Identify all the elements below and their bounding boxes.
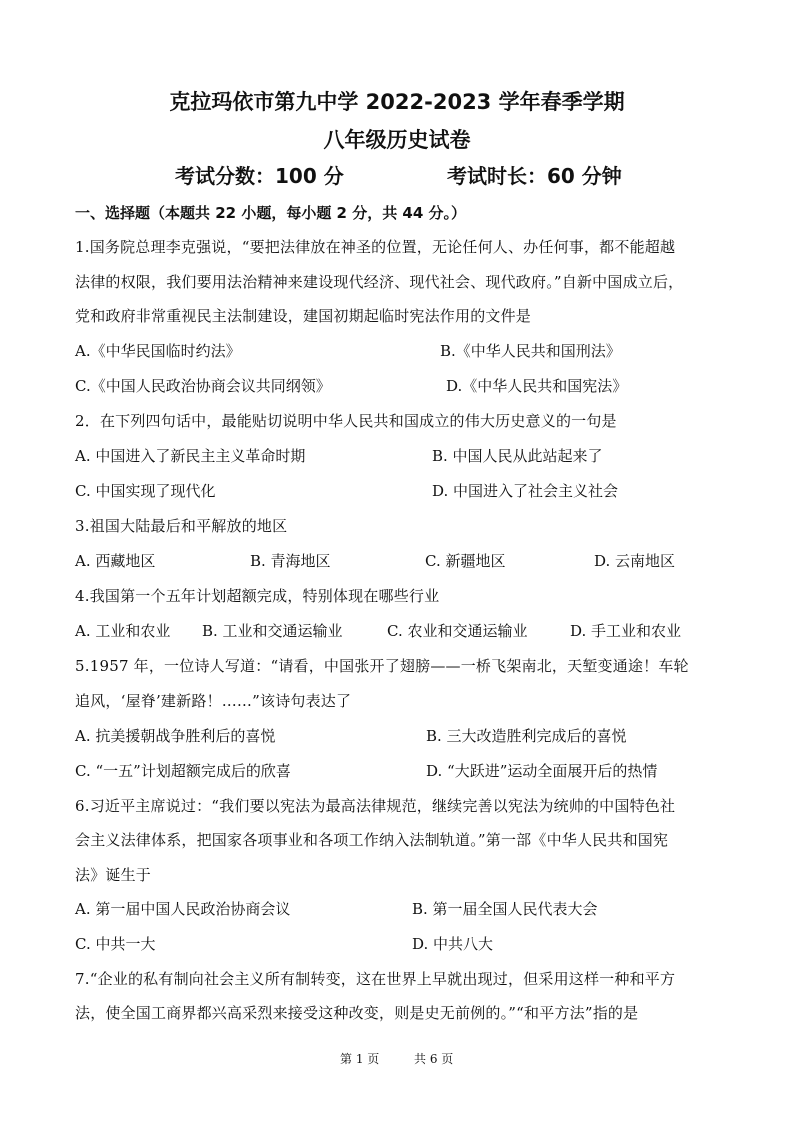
question-1-text: 法律的权限，我们要用法治精神来建设现代经济、现代社会、现代政府。”自新中国成立后， <box>75 273 684 291</box>
question-6-option-b: B. 第一届全国人民代表大会 <box>412 900 598 918</box>
question-4-option-c: C. 农业和交通运输业 <box>387 622 528 640</box>
question-5-text: 5.1957 年，一位诗人写道：“请看，中国张开了翅膀——一桥飞架南北，天堑变通途！车轮 <box>75 657 689 675</box>
question-3-option-a: A. 西藏地区 <box>75 552 156 570</box>
question-4-option-b: B. 工业和交通运输业 <box>202 622 343 640</box>
question-3-option-d: D. 云南地区 <box>594 552 676 570</box>
exam-title: 克拉玛依市第九中学 2022-2023 学年春季学期 <box>169 90 625 114</box>
exam-subtitle: 八年级历史试卷 <box>323 128 471 152</box>
question-5-text: 追风，‘屋脊’建新路！……”该诗句表达了 <box>75 692 352 710</box>
question-6-option-a: A. 第一届中国人民政治协商会议 <box>75 900 291 918</box>
question-1-option-a: A.《中华民国临时约法》 <box>75 342 241 360</box>
section-heading: 一、选择题（本题共 22 小题，每小题 2 分，共 44 分。） <box>75 204 467 222</box>
question-6-text: 法》诞生于 <box>75 866 152 884</box>
question-2-text: 2．在下列四句话中，最能贴切说明中华人民共和国成立的伟大历史意义的一句是 <box>75 412 617 430</box>
question-4-text: 4.我国第一个五年计划超额完成，特别体现在哪些行业 <box>75 587 440 605</box>
question-5-option-b: B. 三大改造胜利完成后的喜悦 <box>426 727 627 745</box>
question-1-text: 1.国务院总理李克强说，“要把法律放在神圣的位置，无论任何人、办任何事，都不能超越 <box>75 238 676 256</box>
question-6-text: 会主义法律体系，把国家各项事业和各项工作纳入法制轨道。”第一部《中华人民共和国宪 <box>75 831 669 849</box>
question-1-option-d: D.《中华人民共和国宪法》 <box>446 377 628 395</box>
exam-score: 考试分数：100 分 <box>175 164 344 188</box>
page-total: 共 6 页 <box>414 1052 454 1066</box>
question-4-option-a: A. 工业和农业 <box>75 622 171 640</box>
question-2-option-b: B. 中国人民从此站起来了 <box>432 447 603 465</box>
page-number: 第 1 页 <box>340 1052 380 1066</box>
question-1-option-b: B.《中华人民共和国刑法》 <box>440 342 621 360</box>
question-3-text: 3.祖国大陆最后和平解放的地区 <box>75 517 288 535</box>
question-5-option-c: C. “一五”计划超额完成后的欣喜 <box>75 762 291 780</box>
exam-duration: 考试时长：60 分钟 <box>447 164 622 188</box>
question-7-text: 法，使全国工商界都兴高采烈来接受这种改变，则是史无前例的。”“和平方法”指的是 <box>75 1004 639 1022</box>
question-5-option-a: A. 抗美援朝战争胜利后的喜悦 <box>75 727 276 745</box>
question-6-option-d: D. 中共八大 <box>412 935 494 953</box>
question-1-option-c: C.《中国人民政治协商会议共同纲领》 <box>75 377 331 395</box>
question-2-option-d: D. 中国进入了社会主义社会 <box>432 482 619 500</box>
question-2-option-a: A. 中国进入了新民主主义革命时期 <box>75 447 306 465</box>
question-5-option-d: D. “大跃进”运动全面展开后的热情 <box>426 762 658 780</box>
question-7-text: 7.“企业的私有制向社会主义所有制转变，这在世界上早就出现过，但采用这样一种和平方 <box>75 970 676 988</box>
question-6-text: 6.习近平主席说过：“我们要以宪法为最高法律规范，继续完善以宪法为统帅的中国特色社 <box>75 797 676 815</box>
question-1-text: 党和政府非常重视民主法制建设，建国初期起临时宪法作用的文件是 <box>75 307 532 325</box>
question-4-option-d: D. 手工业和农业 <box>570 622 682 640</box>
question-2-option-c: C. 中国实现了现代化 <box>75 482 216 500</box>
question-6-option-c: C. 中共一大 <box>75 935 156 953</box>
question-3-option-b: B. 青海地区 <box>250 552 331 570</box>
question-3-option-c: C. 新疆地区 <box>425 552 506 570</box>
